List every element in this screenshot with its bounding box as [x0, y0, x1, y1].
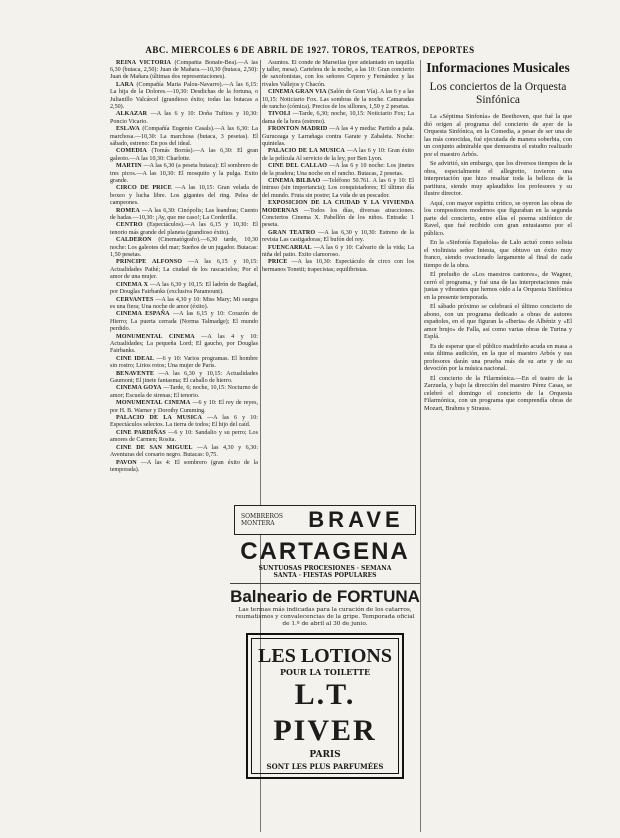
listing-entry — [110, 163, 258, 185]
listing-text: —A las 6,30 (a peseta butaca): El sombrero de tres picos.—A las 10,30: El mosquito y la pulga. Exito grande. — [110, 163, 258, 184]
ad-cartagena-sub2: SANTA · FIESTAS POPULARES — [273, 572, 377, 579]
music-article — [424, 113, 572, 412]
ad-piver-frame — [251, 638, 399, 774]
listing-entry — [110, 259, 258, 281]
listing-entry — [110, 311, 258, 333]
listing-entry — [110, 430, 258, 444]
column-divider — [420, 60, 421, 832]
listing-text: —A las 4,30 y 6,30: Aventuras del corsario negro. Butacas: 0,75. — [110, 445, 258, 459]
listing-venue: PRICE — [268, 259, 288, 266]
listing-venue: COMEDIA — [116, 148, 147, 155]
ad-piver-brand: L.T. PIVER — [273, 678, 377, 748]
ad-brave-title: BRAVE — [308, 507, 404, 532]
listing-entry — [110, 371, 258, 385]
listing-venue: FUENCARRAL — [268, 244, 312, 251]
listing-venue: ESLAVA — [116, 126, 140, 133]
listing-text: (Compañía Eugenio Casals).—A las 6,30: La marchosa.—10,30: La marchosa (butaca, 3 pesetas). El sábado, estreno: En pos del ideal. — [110, 126, 258, 147]
ad-piver-line1: LES LOTIONS — [258, 645, 392, 668]
listing-venue: CENTRO — [116, 222, 143, 229]
music-subheading: Los conciertos de la Orquesta Sinfónica — [429, 81, 567, 106]
listing-entry — [110, 82, 258, 111]
listing-entry — [110, 111, 258, 125]
listing-text: —A las 6 y 10: Espectáculos selectos. La tierra de todos; El hijo del caíd. — [110, 415, 258, 429]
article-paragraph: El concierto de la Filarmónica.—En el teatro de la Zarzuela, y bajo la dirección del maestro Pérez Casas, se celebró el domingo el concierto de la Orquesta Filarmónica, con un programa que comprendía obras de Mozart, Brahms y Strauss. — [424, 374, 572, 412]
listing-entry — [262, 245, 414, 259]
article-paragraph: El preludio de «Los maestros cantores», de Wagner, cerró el programa, y fué una de las interpretaciones más justas y vibrantes que hemos oído a la Orquesta Sinfónica en la presente temporada. — [424, 271, 572, 301]
listing-venue: CINE IDEAL — [116, 355, 155, 362]
listing-venue: PALACIO DE LA MUSICA — [268, 148, 345, 155]
listing-text: —A las 4: El sombrero (gran éxito de la temporada). — [110, 459, 258, 474]
listing-text: —A las 6,30: Cinópolis; Las leandras; Cuento de hadas.—10,30: ¡Ay, que me caso!; La Corderilla. — [110, 207, 258, 221]
listing-venue: CERVANTES — [116, 296, 154, 303]
listing-text: (Compañía Bonafe-Bea).—A las 6,30 (butaca, 2,50): Juan de Mañara.—10,30 (butaca, 2,50): Juan de Mañara (últimas dos representaciones). — [110, 60, 258, 81]
article-paragraph: En la «Sinfonía Española» de Lalo actuó como solista el violinista señor Iniesta, que obtuvo un éxito muy franco, siendo ovacionado largamente al final de cada tiempo de la obra. — [424, 239, 572, 269]
listing-venue: CINEMA BILBAO — [268, 178, 321, 185]
listing-entry — [262, 111, 414, 125]
listing-entry — [110, 208, 258, 222]
listing-venue: CINEMA GRAN VIA — [268, 89, 327, 96]
ad-fortuna-sub: Las termas más indicadas para la curación de los catarros, reumatismos y convalecencias de la gripe. Temporada oficial de 1.º de abril al 30 de junio. — [235, 607, 415, 627]
listing-entry — [262, 230, 414, 244]
listing-entry — [110, 126, 258, 148]
listing-venue: LARA — [116, 82, 134, 89]
listing-entry — [110, 222, 258, 236]
listing-text: —A las 10,30: Espectáculo de circo con los hermanos Tonetti; trapecistas; equilibristas. — [262, 259, 414, 273]
listing-entry — [262, 89, 414, 111]
listing-venue: CIRCO DE PRICE — [116, 185, 172, 192]
article-paragraph: La «Séptima Sinfonía» de Beethoven, que fué la que dió origen al programa del concierto de ayer de la Orquesta Sinfónica, en la Comedia, a pesar de ser una de las más conocidas, fué ejecutada de manera soberbia, con un conjunto admirable que demuestra el estudio realizado por el maestro Arbós. — [424, 113, 572, 158]
advertisements — [230, 505, 420, 835]
listing-venue: BENAVENTE — [116, 370, 155, 377]
ad-piver — [246, 633, 404, 779]
listing-entry — [110, 60, 258, 82]
ad-fortuna-title: Balneario de FORTUNA — [230, 587, 420, 606]
listing-entry — [262, 126, 414, 148]
listing-text: —A las 6 y 10: Gran éxito de la película Al servicio de la ley, por Ben Lyon. — [262, 148, 414, 162]
listing-venue: ROMEA — [116, 207, 140, 214]
listing-venue: PAVON — [116, 459, 137, 466]
listing-text: —A las 4 y 10: Actualidades; La pequeña Lord; El gaucho, por Douglas Fairbanks. — [110, 333, 258, 354]
music-header — [424, 60, 572, 107]
listing-venue: CINEMA GOYA — [116, 385, 162, 392]
article-paragraph: El sábado próximo se celebrará el último concierto de abono, con un programa dedicado a obras de autores españoles, en el que figuran la «Iberia» de Albéniz y «El amor brujo» de Falla, así como varias obras de Turina y Esplá. — [424, 303, 572, 340]
listing-entry — [110, 334, 258, 356]
listing-text: —A las 6 y 10: Doña Tufitos y 10,30: Poncio Vicario. — [110, 111, 258, 125]
listing-text: —A las 4 y media: Partido a pala. Guruceaga y Larrañaga contra Garate y Zabaleta. Noche: quinielas. — [262, 126, 414, 147]
page-header — [0, 0, 620, 56]
ad-piver-line2: POUR LA TOILETTE — [279, 667, 371, 678]
listing-text: —A las 4,30 y 10: Miss Mary; Mi suegra es una fiera; Una noche de amor (éxito). — [110, 296, 258, 310]
listing-text: —A las 6,15 y 10: Corazón de Hierro; La puerta cerrada (Norma Talmadge); El mundo perdido. — [110, 311, 258, 332]
listing-entry — [110, 282, 258, 296]
article-paragraph: Es de esperar que el público madrileño acuda en masa a esta última audición, en la que el maestro Arbós y sus profesores darán una prueba más de su arte y de su devoción por la música nacional. — [424, 342, 572, 372]
listing-text: —6 y 10: Sandalio y su perro; Los amores de Carmen; Rosita. — [110, 430, 258, 444]
listing-entry — [262, 178, 414, 200]
listing-venue: EXPOSICION DE LA CIUDAD Y LA VIVIENDA MODERNAS — [262, 200, 414, 214]
listing-venue: GRAN TEATRO — [268, 229, 316, 236]
listing-text: Asuntos. El conde de Marsellas (por adelantado en taquilla y taller, mesa). Cartelera de la noche, a las 10: Gran concierto de saxofonistas, con los señores Cepero y Fernández y las rivales Vallejos y Chacón. — [262, 60, 414, 88]
listing-entry — [262, 163, 414, 177]
listing-entry — [110, 148, 258, 162]
listing-text: —A las 6 y 10: Calvario de la vida; La niña del patio. Exito clamoroso. — [262, 244, 414, 258]
listing-text: (Cinematógrafo).—6,30 tarde, 10,30 noche: Los galeotes del mar; Sueños de un jugador. Butacas: 1,50 pesetas. — [110, 237, 258, 258]
listing-text: —Tarde, 6,30; noche, 10,15: Noticiario Fox; La dama de la hora (estreno). — [262, 111, 414, 125]
listing-text: —Todos los días, diversas atracciones. Conciertos Cinema X. Pabellón de los niños. Entrada: 1 peseta. — [262, 207, 414, 228]
listing-venue: CINEMA ESPAÑA — [116, 311, 170, 318]
listing-text: —A las 10,15: Gran velada de boxeo y lucha libre. Los gigantes del ring. Pelea de campeones. — [110, 185, 258, 206]
listing-entry — [110, 415, 258, 429]
listing-entry — [110, 445, 258, 459]
listing-text: —A las 6,15 y 10,15: Actualidades Pathé; La ciudad de los rascacielos; Por el amor de una mujer. — [110, 259, 258, 280]
listing-venue: PALACIO DE LA MUSICA — [116, 415, 203, 422]
listing-text: —A las 6,30 y 10,30: Estreno de la revista Las castigadoras; El bufón del rey. — [262, 229, 414, 243]
listing-entry — [262, 60, 414, 89]
ad-fortuna — [230, 583, 420, 627]
listing-text: —A las 6,30 y 10,15: Actualidades Gaumont; El jinete fantasma; El caballo de hierro. — [110, 370, 258, 384]
listing-venue: FRONTON MADRID — [268, 126, 328, 133]
listing-text: —A las 6,30 y 10,15: El ladrón de Bagdad, por Douglas Fairbanks (exclusiva Paramount). — [110, 281, 258, 295]
listing-entry — [110, 400, 258, 414]
listing-text: (Tomás Borrás).—A las 6,30: El gran galeoto.—A las 10,30: Charlotte. — [110, 148, 258, 162]
listing-entry — [110, 237, 258, 259]
listing-venue: CALDERON — [116, 237, 152, 244]
listing-entry — [110, 356, 258, 370]
listing-venue: REINA VICTORIA — [116, 60, 172, 66]
listing-entry — [110, 185, 258, 207]
listing-text: —6 y 10: El rey de reyes, por H. B. Warner y Dorothy Cumming. — [110, 400, 258, 414]
listing-text: —6 y 10: Varios programas. El hombre sin rostro; Lirios rotos; Una mujer de París. — [110, 355, 258, 369]
listing-text: —A las 6 y 10 noche: Los jinetes de la pradera; Una noche en el rancho. Butacas, 2 pesetas. — [262, 163, 414, 177]
listing-entry — [262, 148, 414, 162]
listing-venue: ALKAZAR — [116, 111, 148, 118]
listing-venue: TIVOLI — [268, 111, 291, 118]
ad-piver-city: PARIS — [309, 750, 341, 761]
listing-venue: CINEMA X — [116, 281, 149, 288]
listing-venue: MARTIN — [116, 163, 142, 170]
ad-cartagena-sub1: SUNTUOSAS PROCESIONES · SEMANA — [258, 565, 392, 572]
listing-text: (Salón de Gran Vía). A las 6 y a las 10,15: Noticiario Fox. Las sombras de la noche. Camaradas de rancho (cómica). Precios de los sillones, 1,50 y 2 pesetas. — [262, 89, 414, 110]
listing-entry — [262, 200, 414, 229]
listing-entry — [262, 259, 414, 273]
listing-venue: CINE DEL CALLAO — [268, 163, 328, 170]
listing-text: —Teléfono 50.761. A las 6 y 10: El intruso (sin importancia); Los conquistadores; El último día del mundo. Fruta sin postre; La vida de un pescador. — [262, 178, 414, 199]
listing-text: (Espectáculos).—A las 6,15 y 10,30: El tenorio más grande del planeta (grandioso éxito). — [110, 222, 258, 236]
ad-brave-small: SOMBREROS MONTERA — [241, 513, 284, 527]
listing-venue: CINE DE SAN MIGUEL — [116, 445, 193, 452]
article-paragraph: Se advirtió, sin embargo, que los diversos tiempos de la obra, especialmente el allegretto, tuvieron una interpretación que hizo resaltar toda la belleza de la partitura, siendo muy aplaudidos los profesores y su ilustre director. — [424, 160, 572, 197]
music-column — [424, 60, 572, 832]
ad-brave — [234, 505, 416, 535]
listing-entry — [110, 297, 258, 311]
listing-venue: CINE PARDIÑAS — [116, 430, 166, 437]
listing-venue: MONUMENTAL CINEMA — [116, 333, 195, 340]
ad-piver-tagline: SONT LES PLUS PARFUMÉES — [266, 762, 384, 772]
header-text: ABC. MIERCOLES 6 DE ABRIL DE 1927. TOROS, TEATROS, DEPORTES — [145, 45, 475, 55]
listing-venue: MONUMENTAL CINEMA — [116, 400, 191, 407]
music-heading: Informaciones Musicales — [426, 60, 570, 75]
article-paragraph: Aquí, con mayor espíritu crítico, se oyeron las obras de los compositores modernos que figuraban en la segunda parte del concierto, entre ellas el poema sinfónico de Ravel, que fué recibido con gran entusiasmo por el público. — [424, 199, 572, 237]
listing-entry — [110, 385, 258, 399]
listing-text: —Tarde, 6; noche, 10,15: Nocturno de amor; Escuela de sirenas; El tenorio. — [110, 385, 258, 399]
listing-text: (Compañía Maria Palou-Navarro).—A las 6,15: La hija de la Dolores.—10,30: Desdichas de la fortuna, o Julianillo Valcárcel (grandioso éxito; todas las butacas a 2,50). — [110, 82, 258, 110]
ad-cartagena-title: CARTAGENA — [240, 538, 410, 565]
listing-venue: PRINCIPE ALFONSO — [116, 259, 183, 266]
listing-entry — [110, 460, 258, 474]
ad-cartagena — [230, 539, 420, 579]
